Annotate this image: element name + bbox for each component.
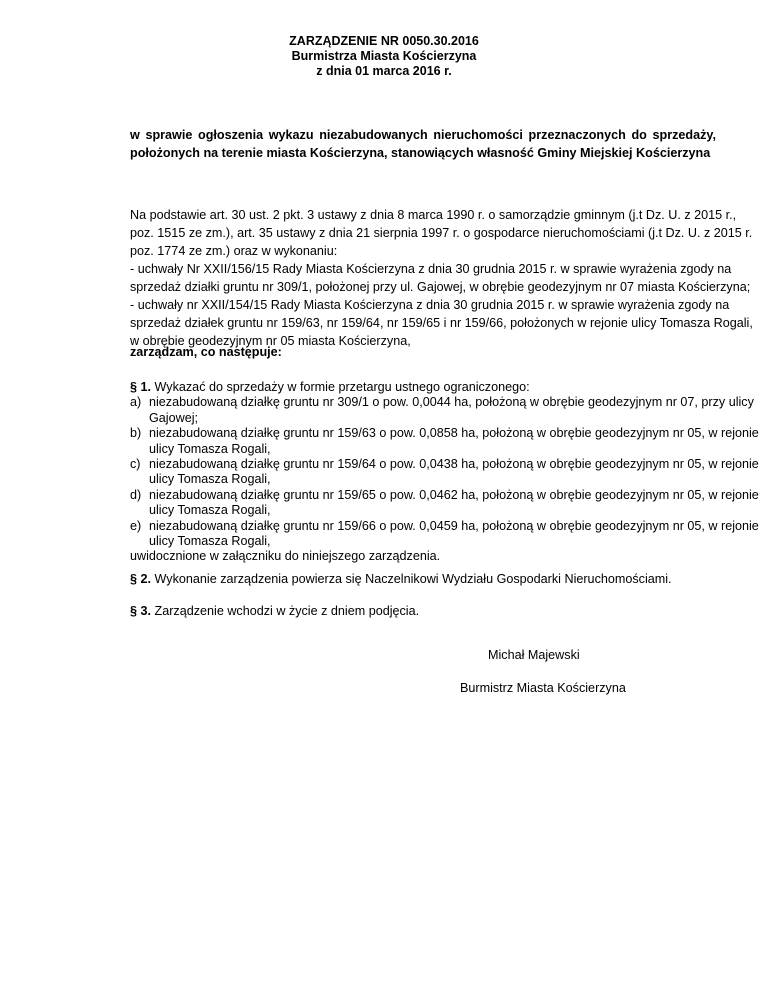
list-item-line: niezabudowaną działkę gruntu nr 159/63 o pow. 0,0858 ha, położoną w obrębie geodezyjnym nr 05, w rejonie [149,426,759,441]
document-issuer: Burmistrza Miasta Kościerzyna [291,49,477,63]
basis-line: sprzedaż działki gruntu nr 309/1, położonej przy ul. Gajowej, w obrębie geodezyjnym nr 07 miasta Kościerzyna; [130,280,751,294]
subject-line: położonych na terenie miasta Kościerzyna, stanowiących własność Gminy Miejskiej Kościerzyna [130,146,711,160]
section-number: § 2. [130,572,152,586]
document-title: ZARZĄDZENIE NR 0050.30.2016 [289,34,479,48]
section-text: Zarządzenie wchodzi w życie z dniem podjęcia. [151,604,420,618]
section-1-closing: uwidocznione w załączniku do niniejszego zarządzenia. [130,549,441,564]
list-marker: d) [130,487,142,502]
list-item-line: niezabudowaną działkę gruntu nr 159/66 o pow. 0,0459 ha, położoną w obrębie geodezyjnym nr 05, w rejonie [149,518,759,533]
list-marker: c) [130,457,141,472]
legal-basis [130,206,753,350]
section-number: § 3. [130,604,152,618]
list-item-line: ulicy Tomasza Rogali, [149,441,271,456]
list-item-line: ulicy Tomasza Rogali, [149,534,271,549]
list-item-line: niezabudowaną działkę gruntu nr 159/64 o pow. 0,0438 ha, położoną w obrębie geodezyjnym nr 05, w rejonie [149,457,759,472]
basis-line: - uchwały Nr XXII/156/15 Rady Miasta Kościerzyna z dnia 30 grudnia 2015 r. w sprawie wyrażenia zgody na [130,262,732,276]
list-item [130,487,759,519]
basis-line: sprzedaż działek gruntu nr 159/63, nr 159/64, nr 159/65 i nr 159/66, położonych w rejonie ulicy Tomasza Rogali, [130,316,753,330]
document-header [0,34,768,79]
section-text: Wykonanie zarządzenia powierza się Naczelnikowi Wydziału Gospodarki Nieruchomościami. [151,572,672,586]
decree-statement: zarządzam, co następuje: [130,345,282,359]
section-number: § 1. [130,380,152,394]
basis-line: poz. 1774 ze zm.) oraz w wykonaniu: [130,244,338,258]
list-marker: a) [130,395,142,410]
list-item [130,518,759,550]
signatory-title: Burmistrz Miasta Kościerzyna [460,681,626,695]
list-item-line: ulicy Tomasza Rogali, [149,503,271,518]
list-item-line: niezabudowaną działkę gruntu nr 159/65 o pow. 0,0462 ha, położoną w obrębie geodezyjnym nr 05, w rejonie [149,487,759,502]
signatory-name: Michał Majewski [488,648,580,662]
list-item [130,395,754,426]
list-item-line: ulicy Tomasza Rogali, [149,472,271,487]
basis-line: - uchwały nr XXII/154/15 Rady Miasta Kościerzyna z dnia 30 grudnia 2015 r. w sprawie wyrażenia zgody na [130,298,730,312]
document-subject [130,126,716,162]
document-date: z dnia 01 marca 2016 r. [316,64,452,78]
list-item-line: niezabudowaną działkę gruntu nr 309/1 o pow. 0,0044 ha, położoną w obrębie geodezyjnym nr 07, przy ulicy [149,395,754,410]
list-item-line: Gajowej; [149,410,198,425]
section-3 [130,604,419,618]
section-1-intro [130,380,730,395]
list-marker: b) [130,426,142,441]
basis-line: poz. 1515 ze zm.), art. 35 ustawy z dnia 21 sierpnia 1997 r. o gospodarce nieruchomościami (j.t Dz. U. z 2015 r. [130,226,753,240]
subject-line: w sprawie ogłoszenia wykazu niezabudowanych nieruchomości przeznaczonych do sprzedaży, [130,128,716,142]
basis-line: Na podstawie art. 30 ust. 2 pkt. 3 ustawy z dnia 8 marca 1990 r. o samorządzie gminnym (j.t Dz. U. z 2015 r., [130,208,737,222]
list-marker: e) [130,518,142,533]
section-2 [130,572,672,586]
list-item [130,457,759,488]
section-1 [130,380,759,565]
basis-line: w obrębie geodezyjnym nr 05 miasta Kościerzyna, [130,334,411,348]
list-item [130,426,759,457]
section-text: Wykazać do sprzedaży w formie przetargu ustnego ograniczonego: [151,380,530,394]
